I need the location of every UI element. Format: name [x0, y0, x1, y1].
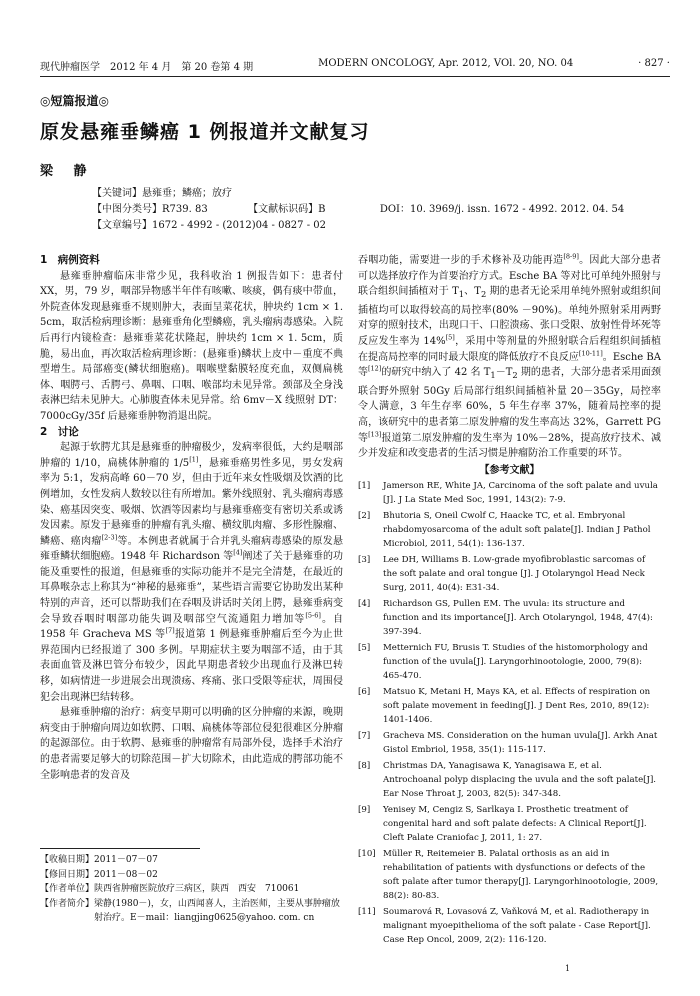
reference-number: [10]	[358, 849, 376, 860]
reference-number: [9]	[358, 805, 371, 816]
reference-text: Müller R, Reitemeier B. Palatal orthosis as an aid in rehabilitation of patients with dysfunctions or defects of the soft palate after tumor therapy[J]. Laryngorhinootologie, 2009, 88(2): 80-83.	[383, 849, 659, 902]
footnote-value: 2011－07－07	[94, 855, 158, 865]
heading-case: 1 病例资料	[40, 254, 100, 266]
article-meta	[92, 186, 682, 234]
paragraph-radiotherapy: 吞咽功能，需要进一步的手术修补及功能再造[8-9]。因此大部分患者可以选择放疗作为首要治疗方式。Esche BA 等对比可单纯外照射与联合组织间插植对于 $T_1$、$T_2$ 期的患者无论采用单纯外照射或组织间插植均可以取得较高的局控率(80% －90%)。单纯外照射采用两野对穿的照射技术，出现口干、口腔溃疡、张口受限、放射性骨坏死等反应发生率为 14%[5]，采用中等剂量的外照射联合后程组织间插植在提高局控率的同时最大限度的降低放疗不良反应[10-11]。Esche BA 等[12]的研究中纳入了 42 名 $T_1-T_2$ 期的患者，大部分患者采用面颈联合野外照射 50Gy 后局部行组织间插植补量 20－35Gy，局控率令人满意，3 年生存率 60%，5 年生存率 37%，随着局控率的提高，该研究中的患者第二原发肿瘤的发生率高达 32%，Garrett PG 等[13]报道第二原发肿瘤的发生率为 10%－28%，提高放疗技术、减少并发症和改变患者的生活习惯是肿瘤防治工作重要的环节。	[358, 252, 662, 460]
citation: [5-6]	[305, 611, 321, 620]
reference-text: Yenisey M, Cengiz S, Sarlkaya I. Prosthetic treatment of congenital hard and soft palate defects: A Clinical Report[J]. Cleft Palate Craniofac J, 2011, 1: 27.	[383, 805, 647, 844]
reference-item	[358, 597, 661, 639]
footnote-item	[40, 868, 340, 883]
reference-number: [1]	[358, 481, 371, 492]
article-number: 【文章编号】1672 - 4992 - (2012)04 - 0827 - 02	[92, 220, 326, 231]
reference-item	[358, 905, 661, 947]
reference-item	[358, 803, 661, 845]
clc-number: 【中图分类号】R739. 83	[92, 204, 208, 215]
footnote-item	[40, 897, 340, 926]
footnote-value: 陕西省肿瘤医院放疗三病区，陕西 西安 710061	[94, 884, 300, 894]
section-tag: ◎短篇报道◎	[40, 94, 109, 108]
reference-number: [4]	[358, 599, 371, 610]
references-heading: 【参考文献】	[479, 464, 540, 476]
footnote-label: 【收稿日期】	[40, 855, 95, 865]
reference-item	[358, 553, 661, 595]
article-title: 原发悬雍垂鳞癌 1 例报道并文献复习	[40, 121, 370, 143]
citation: [13]	[368, 430, 382, 439]
reference-number: [5]	[358, 643, 371, 654]
reference-text: Jamerson RE, White JA, Carcinoma of the soft palate and uvula [J]. J La State Med Soc, 1991, 143(2): 7-9.	[383, 481, 658, 506]
footnote-label: 【作者简介】	[40, 898, 95, 909]
reference-text: Metternich FU, Brusis T. Studies of the histomorphology and function of the uvula[J]. Laryngorhinootologie, 2000, 79(8): 465-470.	[383, 643, 648, 682]
reference-item	[358, 479, 661, 507]
citation: [2-3]	[101, 533, 118, 542]
citation: [10-11]	[578, 349, 603, 358]
page-number: · 827 ·	[638, 58, 670, 69]
reference-number: [6]	[358, 687, 371, 698]
citation: [8-9]	[563, 252, 579, 261]
heading-discussion: 2 讨论	[40, 425, 79, 438]
running-header	[40, 58, 670, 77]
reference-item	[358, 509, 661, 551]
reference-number: [11]	[358, 907, 376, 918]
keywords: 【关键词】悬雍垂；鳞癌；放疗	[92, 188, 232, 199]
reference-number: [8]	[358, 761, 371, 772]
footnote-value: 2011－08－02	[94, 869, 158, 880]
reference-item	[358, 847, 661, 903]
reference-text: Bhutoria S, Oneil Cwolf C, Haacke TC, et al. Embryonal rhabdomyosarcoma of the adult soft palate[J]. Indian J Pathol Microbiol, 2011, 54(1): 136-137.	[383, 511, 651, 550]
reference-text: Christmas DA, Yanagisawa K, Yanagisawa E, et al. Antrochoanal polyp displacing the uvula and the soft palate[J]. Ear Nose Throat J, 2003, 82(5): 347-348.	[383, 761, 657, 800]
reference-item	[358, 685, 661, 727]
footnote-label: 【作者单位】	[40, 884, 95, 894]
reference-text: Gracheva MS. Consideration on the human uvula[J]. Arkh Anat Gistol Embriol, 1958, 35(1): 115-117.	[383, 731, 658, 756]
journal-info-cn: 现代肿瘤医学 2012 年 4 月 第 20 卷第 4 期	[40, 62, 254, 73]
reference-number: [3]	[358, 555, 371, 566]
doi: DOI：10. 3969/j. issn. 1672 - 4992. 2012. 04. 54	[379, 204, 625, 215]
journal-info-en: MODERN ONCOLOGY, Apr. 2012, VOl. 20, NO. 04	[318, 58, 574, 69]
reference-number: [7]	[358, 731, 371, 742]
footnote-divider	[40, 848, 200, 849]
classification-row	[92, 202, 682, 218]
reference-text: Matsuo K, Metani H, Mays KA, et al. Effects of respiration on soft palate movement in feeding[J]. J Dent Res, 2010, 89(12): 1401-1406.	[383, 687, 651, 726]
paragraph-case: 悬雍垂肿瘤临床非常少见，我科收治 1 例报告如下：患者付 XX，男，79 岁，咽部异物感半年伴有咳嗽、咳痰，偶有痰中带血，外院查体发现悬雍垂不规则肿大，表面呈菜花状，肿块约 1cm × 1. 5cm，取活检病理诊断：悬雍垂角化型鳞癌，乳头瘤病毒感染。入院后再行内镜检查：悬雍垂菜花状隆起，肿块约 1cm × 1. 5cm，质脆，易出血，再次取活检病理诊断：(悬雍垂)鳞状上皮中－重度不典型增生。局部癌变(鳞状细胞癌)。咽喉壁黏膜轻度充血，双侧扁桃体、咽腭弓、舌腭弓、鼻咽、口咽、喉部均未见异常。颈部及全身浅表淋巴结未见肿大。心肺腹査体未见异常。给 6mv－X 线照射 DT：7000cGy/35f 后悬雍垂肿物消退出院。	[40, 270, 343, 422]
left-column	[40, 253, 343, 783]
reference-text: Soumarová R, Lovasová Z, Vaňková M, et al. Radiotherapy in malignant myoepithelioma of the soft palate - Case Report[J]. Case Rep Oncol, 2009, 2(2): 116-120.	[383, 907, 651, 946]
paragraph-treatment: 悬雍垂肿瘤的治疗：病变早期可以明确的区分肿瘤的来源，晚期病变由于肿瘤向周边如软腭、口咽、扁桃体等部位侵犯很难区分肿瘤的起源部位。由于软腭、悬雍垂的肿瘤常有局部外侵，选择手术治疗的患者需要足够大的切除范围－扩大切除术，由此造成的腭部功能不全影响患者的发音及	[40, 707, 343, 781]
author-name: 梁 静	[40, 164, 95, 179]
paragraph-discussion: 起源于软腭尤其是悬雍垂的肿瘤极少，发病率很低，大约是咽部肿瘤的 1/10，扁桃体肿瘤的 1/5[1]，悬雍垂癌男性多见，男女发病率为 5:1，发病高峰 60－70 岁，但由于近年来女性吸烟及饮酒的比例增加，女性发病人数较以往有所增加。紫外线照射、乳头瘤病毒感染、癌基因突变、吸烟、饮酒等因素均与悬雍垂癌变有密切关系或诱发因素。原发于悬雍垂的肿瘤有乳头瘤、横纹肌肉瘤、多形性腺瘤、鳞癌、癌肉瘤[2-3]等。本例患者就属于合并乳头瘤病毒感染的原发悬雍垂鳞状细胞癌。1948 年 Richardson 等[4]阐述了关于悬雍垂的功能及重要性的报道，但悬雍垂的实际功能并不是完全清楚，在最近的耳鼻喉杂志上称其为“神秘的悬雍垂”，某些语言需要它协助发出某种特别的声音，还可以帮助我们在吞咽及讲话时关闭上腭，悬雍垂病变会导致吞咽时咽部功能失调及咽部空气流通阻力增加等[5-6]。自 1958 年 Gracheva MS 等[7]报道第 1 例悬雍垂肿瘤后至今为止世界范围内已经报道了 300 多例。早期症状主要为咽部不适，由于其表面血管及淋巴管分布较少，因此早期患者较少出现血行及淋巴转移，如病情进一步进展会出现溃疡、疼痛、张口受限等症状，周围侵犯会出现淋巴结转移。	[40, 442, 344, 703]
footnote-item	[40, 882, 340, 897]
reference-item	[358, 729, 661, 757]
citation: [7]	[165, 626, 175, 635]
reference-number: [2]	[358, 511, 371, 522]
citation: [12]	[368, 364, 382, 373]
citation: [5]	[445, 333, 455, 342]
doc-code: 【文献标识码】B	[248, 204, 326, 215]
reference-list	[358, 479, 661, 947]
right-column	[358, 253, 661, 949]
reference-item	[358, 759, 661, 801]
footnote-item	[40, 853, 340, 868]
reference-text: Richardson GS, Pullen EM. The uvula: its structure and function and its importance[J]. Arch Otolaryngol, 1948, 47(4): 397-394.	[383, 599, 653, 638]
reference-item	[358, 641, 661, 683]
citation: [1]	[189, 455, 199, 464]
reference-text: Lee DH, Williams B. Low-grade myofibroblastic sarcomas of the soft palate and oral tongue [J]. J Otolaryngol Head Neck Surg, 2011, 40(4): E31-34.	[383, 555, 646, 594]
citation: [4]	[233, 548, 243, 557]
footnotes	[40, 853, 340, 926]
page-mark: 1	[565, 964, 571, 973]
footnote-value: 梁静(1980－)，女，山西闻喜人，主治医师，主要从事肿瘤放射治疗。E－mail：liangjing0625@yahoo. com. cn	[94, 898, 340, 923]
footnote-label: 【修回日期】	[40, 869, 95, 880]
